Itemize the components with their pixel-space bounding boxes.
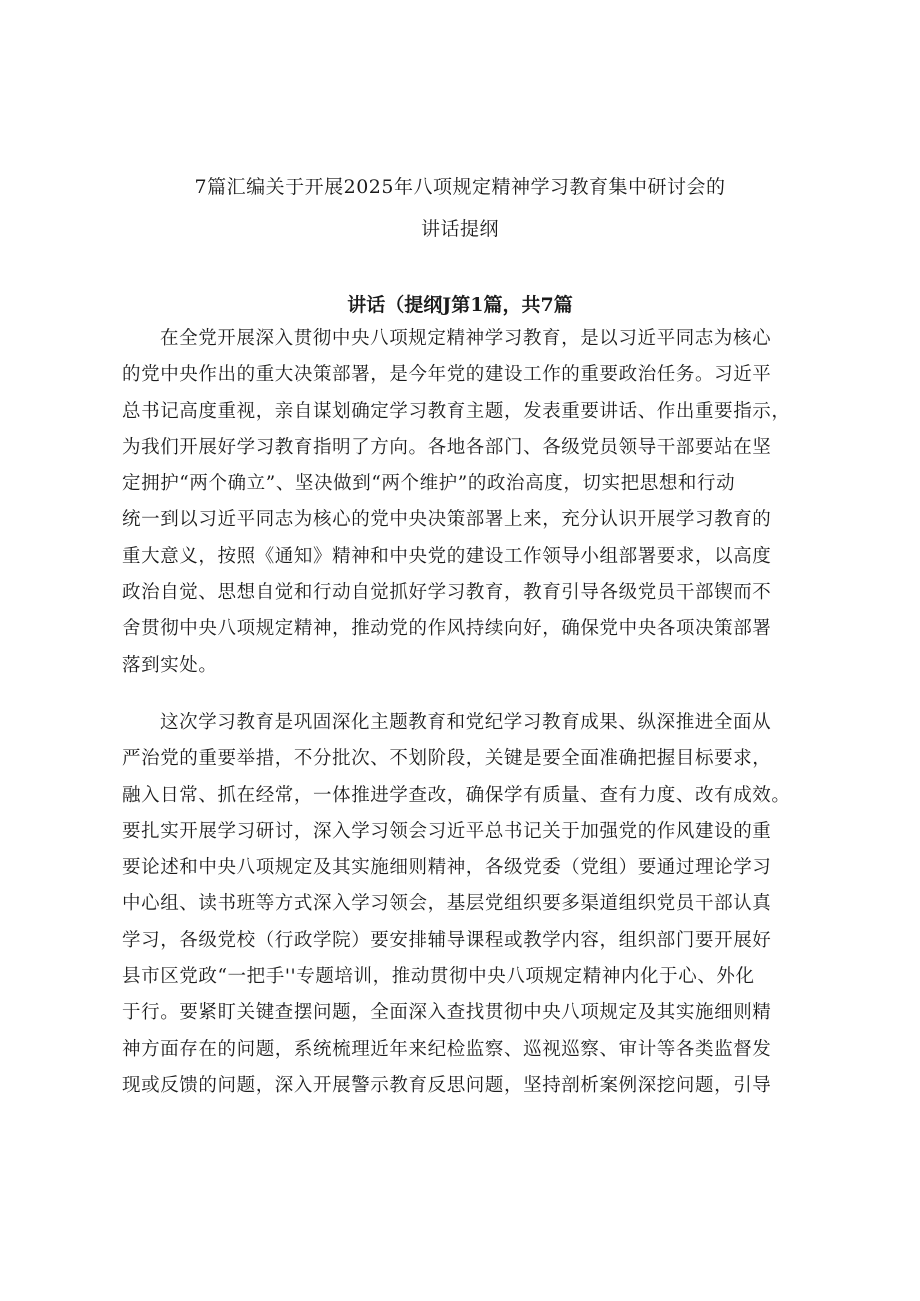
document-title-line-2: 讲话提纲 <box>420 218 499 240</box>
paragraph-line: 统一到以习近平同志为核心的党中央决策部署上来，充分认识开展学习教育的 <box>122 509 772 531</box>
paragraph-2 <box>122 705 807 1104</box>
paragraph-line: 学习，各级党校（行政学院）要安排辅导课程或教学内容，组织部门要开展好 <box>122 929 772 951</box>
paragraph-line: 要扎实开展学习研讨，深入学习领会习近平总书记关于加强党的作风建设的重 <box>122 820 772 842</box>
paragraph-line: 定拥护“两个确立”、坚决做到“两个维护”的政治高度，切实把思想和行动 <box>122 473 736 495</box>
paragraph-line: 中心组、读书班等方式深入学习领会，基层党组织要多渠道组织党员干部认真 <box>122 893 772 915</box>
paragraph-line: 舍贯彻中央八项规定精神，推动党的作风持续向好，确保党中央各项决策部署 <box>122 618 772 640</box>
section-heading: 讲话（提纲J第1篇，共7篇 <box>347 294 573 316</box>
paragraph-line: 严治党的重要举措，不分批次、不划阶段，关键是要全面准确把握目标要求， <box>122 748 772 770</box>
paragraph-line: 政治自觉、思想自觉和行动自觉抓好学习教育，教育引导各级党员干部锲而不 <box>122 582 772 604</box>
paragraph-line: 总书记高度重视，亲自谋划确定学习教育主题，发表重要讲话、作出重要指示， <box>122 400 791 422</box>
paragraph-line: 重大意义，按照《通知》精神和中央党的建设工作领导小组部署要求，以高度 <box>122 545 772 567</box>
paragraph-line: 现或反馈的问题，深入开展警示教育反思问题，坚持剖析案例深挖问题，引导 <box>122 1074 772 1096</box>
paragraph-line: 为我们开展好学习教育指明了方向。各地各部门、各级党员领导干部要站在坚 <box>122 436 772 458</box>
paragraph-line: 这次学习教育是巩固深化主题教育和党纪学习教育成果、纵深推进全面从 <box>160 712 772 733</box>
paragraph-line: 融入日常、抓在经常，一体推进学查改，确保学有质量、查有力度、改有成效。 <box>122 784 791 806</box>
paragraph-line: 于行。要紧盯关键查摆问题，全面深入查找贯彻中央八项规定及其实施细则精 <box>122 1002 772 1024</box>
paragraph-line: 的党中央作出的重大决策部署，是今年党的建设工作的重要政治任务。习近平 <box>122 364 772 386</box>
document-title-line-1: 7篇汇编关于开展2025年八项规定精神学习教育集中研讨会的 <box>194 176 726 198</box>
paragraph-line: 神方面存在的问题，系统梳理近年来纪检监察、巡视巡察、审计等各类监督发 <box>122 1038 772 1060</box>
paragraph-line: 落到实处。 <box>122 654 218 676</box>
paragraph-1 <box>122 321 807 684</box>
paragraph-line: 要论述和中央八项规定及其实施细则精神，各级党委（党组）要通过理论学习 <box>122 857 772 879</box>
paragraph-line: 在全党开展深入贯彻中央八项规定精神学习教育，是以习近平同志为核心 <box>160 328 772 349</box>
paragraph-line: 县市区党政“一把手''专题培训，推动贯彻中央八项规定精神内化于心、外化 <box>122 966 755 988</box>
